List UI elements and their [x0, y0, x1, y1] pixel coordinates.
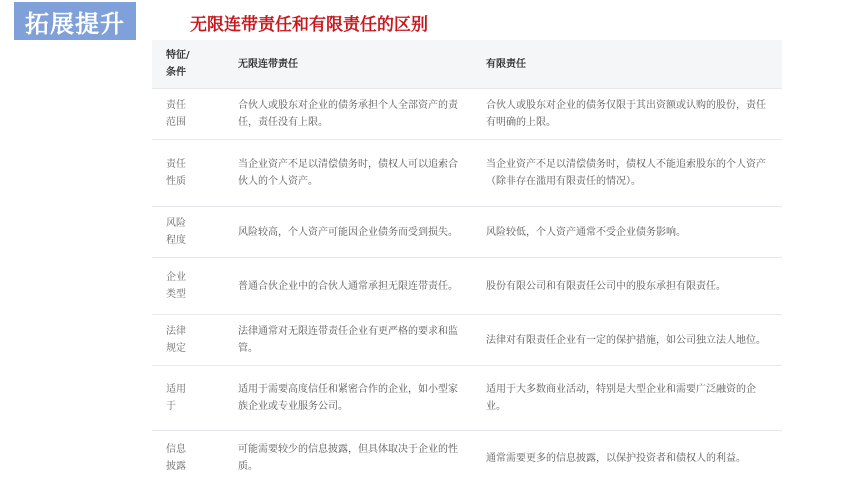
table-row — [152, 207, 782, 258]
comparison-table-container — [152, 40, 782, 478]
limited-cell: 通常需要更多的信息披露，以保护投资者和债权人的利益。 — [470, 431, 782, 485]
comparison-table — [152, 40, 782, 485]
row-label-cell: 责任 性质 — [152, 140, 222, 207]
limited-cell: 风险较低，个人资产通常不受企业债务影响。 — [470, 207, 782, 258]
unlimited-cell: 普通合伙企业中的合伙人通常承担无限连带责任。 — [222, 258, 470, 315]
table-row — [152, 140, 782, 207]
row-label-cell: 法律 规定 — [152, 315, 222, 366]
unlimited-cell: 适用于需要高度信任和紧密合作的企业，如小型家族企业或专业服务公司。 — [222, 366, 470, 431]
header-cell-limited: 有限责任 — [470, 40, 782, 89]
table-row — [152, 258, 782, 315]
row-label-cell: 适用 于 — [152, 366, 222, 431]
unlimited-cell: 法律通常对无限连带责任企业有更严格的要求和监管。 — [222, 315, 470, 366]
limited-cell: 合伙人或股东对企业的债务仅限于其出资额或认购的股份，责任有明确的上限。 — [470, 89, 782, 140]
unlimited-cell: 当企业资产不足以清偿债务时，债权人可以追索合伙人的个人资产。 — [222, 140, 470, 207]
header-cell-unlimited: 无限连带责任 — [222, 40, 470, 89]
row-label-cell: 责任 范围 — [152, 89, 222, 140]
header-feature-line2: 条件 — [166, 67, 186, 78]
unlimited-cell: 合伙人或股东对企业的债务承担个人全部资产的责任，责任没有上限。 — [222, 89, 470, 140]
header-feature-line1: 特征/ — [166, 50, 190, 61]
limited-cell: 法律对有限责任企业有一定的保护措施，如公司独立法人地位。 — [470, 315, 782, 366]
row-label-cell: 风险 程度 — [152, 207, 222, 258]
header-cell-feature — [152, 40, 222, 89]
table-row — [152, 89, 782, 140]
section-badge — [14, 2, 136, 40]
row-label-cell: 信息 披露 — [152, 431, 222, 485]
header-row — [152, 40, 782, 89]
limited-cell: 股份有限公司和有限责任公司中的股东承担有限责任。 — [470, 258, 782, 315]
row-label-cell: 企业 类型 — [152, 258, 222, 315]
unlimited-cell: 风险较高，个人资产可能因企业债务而受到损失。 — [222, 207, 470, 258]
badge-label: 拓展提升 — [25, 4, 125, 39]
table-row — [152, 315, 782, 366]
limited-cell: 适用于大多数商业活动，特别是大型企业和需要广泛融资的企业。 — [470, 366, 782, 431]
table-row — [152, 366, 782, 431]
limited-cell: 当企业资产不足以清偿债务时，债权人不能追索股东的个人资产（除非存在滥用有限责任的情况）。 — [470, 140, 782, 207]
page-title: 无限连带责任和有限责任的区别 — [190, 10, 428, 35]
unlimited-cell: 可能需要较少的信息披露，但具体取决于企业的性质。 — [222, 431, 470, 485]
table-row — [152, 431, 782, 485]
